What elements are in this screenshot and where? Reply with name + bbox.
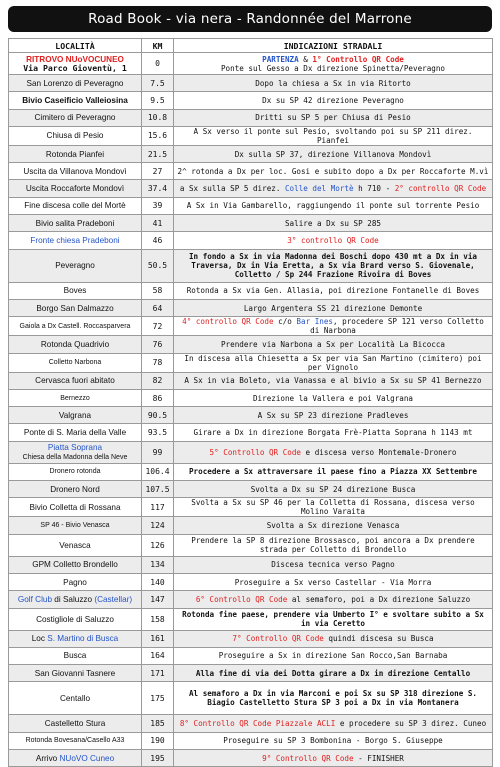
checkpoint-label: 1° Controllo QR Code	[312, 54, 404, 64]
km-cell: 50.5	[142, 249, 174, 282]
directions-cell: Svolta a Sx direzione Venasca	[174, 517, 493, 534]
location-name-part: S. Martino di Busca	[47, 634, 119, 644]
location-cell: Ponte di S. Maria della Valle	[9, 424, 142, 441]
directions-cell: Prendere la SP 8 direzione Brossasco, poi ancora a Dx prendere strada per Colletto di Brondello	[174, 534, 493, 556]
location-name: Piatta Soprana	[47, 442, 103, 452]
location-subtitle: Chiesa della Madonna della Neve	[22, 453, 128, 461]
location-cell: Centallo	[9, 682, 142, 715]
directions-cell: Proseguire a Sx in direzione San Rocco,San Barnaba	[174, 647, 493, 664]
directions-cell: Dritti su SP 5 per Chiusa di Pesio	[174, 109, 493, 126]
location-cell: Fine discesa colle del Mortè	[9, 197, 142, 214]
directions-cell: 3° controllo QR Code	[174, 232, 493, 249]
location-cell: Bivio Caseificio Valleiosina	[9, 92, 142, 109]
table-row	[9, 299, 493, 316]
location-name: Arrivo	[35, 753, 60, 763]
table-row	[9, 75, 493, 92]
directions-cell: Direzione la Vallera e poi Valgrana	[174, 389, 493, 406]
km-cell: 164	[142, 647, 174, 664]
km-cell: 134	[142, 556, 174, 573]
location-cell: Fronte chiesa Pradeboni	[9, 232, 142, 249]
directions-cell: In discesa alla Chiesetta a Sx per via San Martino (cimitero) poi per Vignolo	[174, 353, 493, 372]
km-cell: 90.5	[142, 407, 174, 424]
km-cell: 78	[142, 353, 174, 372]
km-cell: 93.5	[142, 424, 174, 441]
km-cell: 195	[142, 750, 174, 767]
km-cell: 27	[142, 163, 174, 180]
checkpoint-label: 6° Controllo QR Code	[195, 594, 288, 604]
directions-cell: Dx sulla SP 37, direzione Villanova Mondovì	[174, 145, 493, 162]
connector-text: &	[298, 54, 313, 64]
table-row	[9, 53, 493, 75]
table-row	[9, 180, 493, 197]
location-cell: Cimitero di Peveragno	[9, 109, 142, 126]
directions-cell: Discesa tecnica verso Pagno	[174, 556, 493, 573]
checkpoint-label: 2° controllo QR Code	[394, 184, 487, 194]
km-cell: 117	[142, 498, 174, 517]
table-row	[9, 732, 493, 749]
start-label: PARTENZA	[262, 54, 299, 64]
directions-text: quindi discesa su Busca	[323, 634, 434, 644]
km-cell: 37.4	[142, 180, 174, 197]
directions-cell: Proseguire su SP 3 Bombonina - Borgo S. Giuseppe	[174, 732, 493, 749]
directions-cell: 2^ rotonda a Dx per loc. Gosi e subito dopo a Dx per Roccaforte M.vì	[174, 163, 493, 180]
km-cell: 72	[142, 317, 174, 336]
table-row	[9, 481, 493, 498]
directions-text: , procedere SP 121 verso Colletto di Narbona	[310, 317, 484, 336]
directions-text: a Sx sulla SP 5 direz.	[179, 184, 285, 194]
directions-cell: Girare a Dx in direzione Borgata Frè-Piatta Soprana h 1143 mt	[174, 424, 493, 441]
km-cell: 82	[142, 372, 174, 389]
km-cell: 171	[142, 665, 174, 682]
location-cell: SP 46 - Bivio Venasca	[9, 517, 142, 534]
km-cell: 190	[142, 732, 174, 749]
table-row	[9, 424, 493, 441]
km-cell: 41	[142, 215, 174, 232]
table-row	[9, 534, 493, 556]
directions-cell: Dopo la chiesa a Sx in via Ritorto	[174, 75, 493, 92]
table-row	[9, 197, 493, 214]
checkpoint-label: 4° controllo QR Code	[182, 317, 274, 327]
directions-cell: A Sx su SP 23 direzione Pradleves	[174, 407, 493, 424]
location-cell: Boves	[9, 282, 142, 299]
road-book-table	[8, 38, 493, 767]
location-cell: Dronero rotonda	[9, 463, 142, 480]
table-row	[9, 517, 493, 534]
table-row	[9, 498, 493, 517]
km-cell: 46	[142, 232, 174, 249]
directions-cell: A Sx in Via Gambarello, raggiungendo il ponte sul torrente Pesio	[174, 197, 493, 214]
location-cell: Uscita Roccaforte Mondovì	[9, 180, 142, 197]
location-cell: Costigliole di Saluzzo	[9, 608, 142, 630]
directions-cell: Dx su SP 42 direzione Peveragno	[174, 92, 493, 109]
table-row	[9, 715, 493, 732]
location-cell	[9, 750, 142, 767]
directions-cell: Procedere a Sx attraversare il paese fino a Piazza XX Settembre	[174, 463, 493, 480]
directions-text: - FINISHER	[353, 753, 404, 763]
location-name: RITROVO NUoVOCUNEO	[26, 54, 124, 64]
table-row	[9, 647, 493, 664]
table-row	[9, 463, 493, 480]
km-cell: 39	[142, 197, 174, 214]
km-cell: 126	[142, 534, 174, 556]
location-cell: Gaiola a Dx Castell. Roccasparvera	[9, 317, 142, 336]
directions-cell: Al semaforo a Dx in via Marconi e poi Sx su SP 318 direzione S. Biagio Castelletto Stura SP 3 poi a Dx in via Montanera	[174, 682, 493, 715]
km-cell: 9.5	[142, 92, 174, 109]
location-cell: San Lorenzo di Peveragno	[9, 75, 142, 92]
table-row	[9, 92, 493, 109]
location-cell: GPM Colletto Brondello	[9, 556, 142, 573]
km-cell: 147	[142, 591, 174, 608]
location-cell: Rotonda Pianfei	[9, 145, 142, 162]
location-cell: Bivio Colletta di Rossana	[9, 498, 142, 517]
location-cell: Uscita da Villanova Mondovì	[9, 163, 142, 180]
table-row	[9, 591, 493, 608]
checkpoint-label: 9° Controllo QR Code	[262, 753, 354, 763]
location-name-part: NUoVO Cuneo	[59, 753, 115, 763]
location-cell	[9, 630, 142, 647]
table-row	[9, 407, 493, 424]
location-cell	[9, 53, 142, 75]
table-row	[9, 163, 493, 180]
table-row	[9, 750, 493, 767]
km-cell: 140	[142, 573, 174, 590]
directions-cell: Svolta a Dx su SP 24 direzione Busca	[174, 481, 493, 498]
location-cell: Chiusa di Pesio	[9, 126, 142, 145]
km-cell: 161	[142, 630, 174, 647]
location-name: Golf Club	[17, 594, 53, 604]
directions-cell	[174, 53, 493, 75]
table-row	[9, 282, 493, 299]
location-cell: Borgo San Dalmazzo	[9, 299, 142, 316]
directions-text: Ponte sul Gesso a Dx direzione Spinetta/Peveragno	[220, 63, 446, 73]
km-cell: 86	[142, 389, 174, 406]
directions-cell: Rotonda fine paese, prendere via Umberto I° e svoltare subito a Sx in via Ceretto	[174, 608, 493, 630]
header-localita: LOCALITÀ	[9, 39, 142, 53]
km-cell: 158	[142, 608, 174, 630]
location-name-part: (Castellar)	[94, 594, 133, 604]
directions-cell	[174, 750, 493, 767]
checkpoint-label: 5° Controllo QR Code	[209, 447, 301, 457]
km-cell: 76	[142, 336, 174, 353]
location-cell: Colletto Narbona	[9, 353, 142, 372]
table-row	[9, 556, 493, 573]
km-cell: 99	[142, 441, 174, 463]
table-row	[9, 389, 493, 406]
checkpoint-label: 8° Controllo QR Code Piazzale ACLI	[179, 719, 336, 729]
location-cell: San Giovanni Tasnere	[9, 665, 142, 682]
km-cell: 124	[142, 517, 174, 534]
directions-text: e discesa verso Montemale-Dronero	[300, 447, 457, 457]
location-cell: Busca	[9, 647, 142, 664]
km-cell: 21.5	[142, 145, 174, 162]
location-cell: Cervasca fuori abitato	[9, 372, 142, 389]
km-cell: 185	[142, 715, 174, 732]
directions-cell	[174, 180, 493, 197]
location-cell	[9, 441, 142, 463]
location-address: Via Parco Gioventù, 1	[23, 62, 127, 73]
location-name: Loc	[31, 634, 48, 644]
directions-cell: A Sx in via Boleto, via Vanassa e al bivio a Sx su SP 41 Bernezzo	[174, 372, 493, 389]
table-row	[9, 109, 493, 126]
table-row	[9, 126, 493, 145]
directions-cell: A Sx verso il ponte sul Pesio, svoltando poi su SP 211 direz. Pianfei	[174, 126, 493, 145]
directions-cell: Largo Argentera SS 21 direzione Demonte	[174, 299, 493, 316]
directions-cell	[174, 317, 493, 336]
header-indicazioni: INDICAZIONI STRADALI	[174, 39, 493, 53]
km-cell: 58	[142, 282, 174, 299]
directions-cell	[174, 441, 493, 463]
table-row	[9, 441, 493, 463]
directions-cell	[174, 715, 493, 732]
km-cell: 0	[142, 53, 174, 75]
header-km: KM	[142, 39, 174, 53]
location-cell: Venasca	[9, 534, 142, 556]
location-cell: Peveragno	[9, 249, 142, 282]
table-row	[9, 145, 493, 162]
directions-cell: Proseguire a Sx verso Castellar - Via Morra	[174, 573, 493, 590]
directions-cell	[174, 630, 493, 647]
table-row	[9, 630, 493, 647]
table-row	[9, 249, 493, 282]
km-cell: 15.6	[142, 126, 174, 145]
table-row	[9, 336, 493, 353]
table-row	[9, 232, 493, 249]
table-row	[9, 215, 493, 232]
location-cell: Bernezzo	[9, 389, 142, 406]
directions-cell: Prendere via Narbona a Sx per Località La Bicocca	[174, 336, 493, 353]
location-cell: Castelletto Stura	[9, 715, 142, 732]
table-header	[9, 39, 493, 53]
km-cell: 7.5	[142, 75, 174, 92]
location-cell: Rotonda Bovesana/Casello A33	[9, 732, 142, 749]
directions-text: h 710 -	[353, 184, 395, 194]
km-cell: 10.8	[142, 109, 174, 126]
directions-text: al semaforo, poi a Dx direzione Saluzzo	[287, 594, 471, 604]
location-cell	[9, 591, 142, 608]
page-title: Road Book - via nera - Randonnée del Marrone	[8, 6, 492, 32]
km-cell: 106.4	[142, 463, 174, 480]
location-cell: Valgrana	[9, 407, 142, 424]
place-highlight: Bar Ines	[296, 317, 333, 327]
directions-cell: Salire a Dx su SP 285	[174, 215, 493, 232]
table-row	[9, 573, 493, 590]
km-cell: 175	[142, 682, 174, 715]
place-highlight: Colle del Mortè	[284, 184, 354, 194]
location-cell: Bivio salita Pradeboni	[9, 215, 142, 232]
location-name-part: di Saluzzo	[52, 594, 95, 604]
directions-cell: Rotonda a Sx via Gen. Allasia, poi direzione Fontanelle di Boves	[174, 282, 493, 299]
table-row	[9, 372, 493, 389]
location-cell: Rotonda Quadrivio	[9, 336, 142, 353]
table-row	[9, 665, 493, 682]
table-row	[9, 317, 493, 336]
table-row	[9, 353, 493, 372]
km-cell: 107.5	[142, 481, 174, 498]
directions-cell	[174, 591, 493, 608]
table-row	[9, 608, 493, 630]
checkpoint-label: 7° Controllo QR Code	[232, 634, 324, 644]
directions-text: e procedere su SP 3 direz. Cuneo	[335, 719, 487, 729]
location-cell: Pagno	[9, 573, 142, 590]
km-cell: 64	[142, 299, 174, 316]
directions-cell: Svolta a Sx su SP 46 per la Colletta di Rossana, discesa verso Molino Varaita	[174, 498, 493, 517]
connector-text: c/o	[273, 317, 297, 327]
table-row	[9, 682, 493, 715]
directions-cell: Alla fine di via dei Dotta girare a Dx in direzione Centallo	[174, 665, 493, 682]
location-cell: Dronero Nord	[9, 481, 142, 498]
directions-cell: In fondo a Sx in via Madonna dei Boschi dopo 430 mt a Dx in via Traversa, Dx in Via Eretta, a Sx via Brard verso S. Giovenale, Colletto / Sp 244 Frazione Rivoira di Boves	[174, 249, 493, 282]
